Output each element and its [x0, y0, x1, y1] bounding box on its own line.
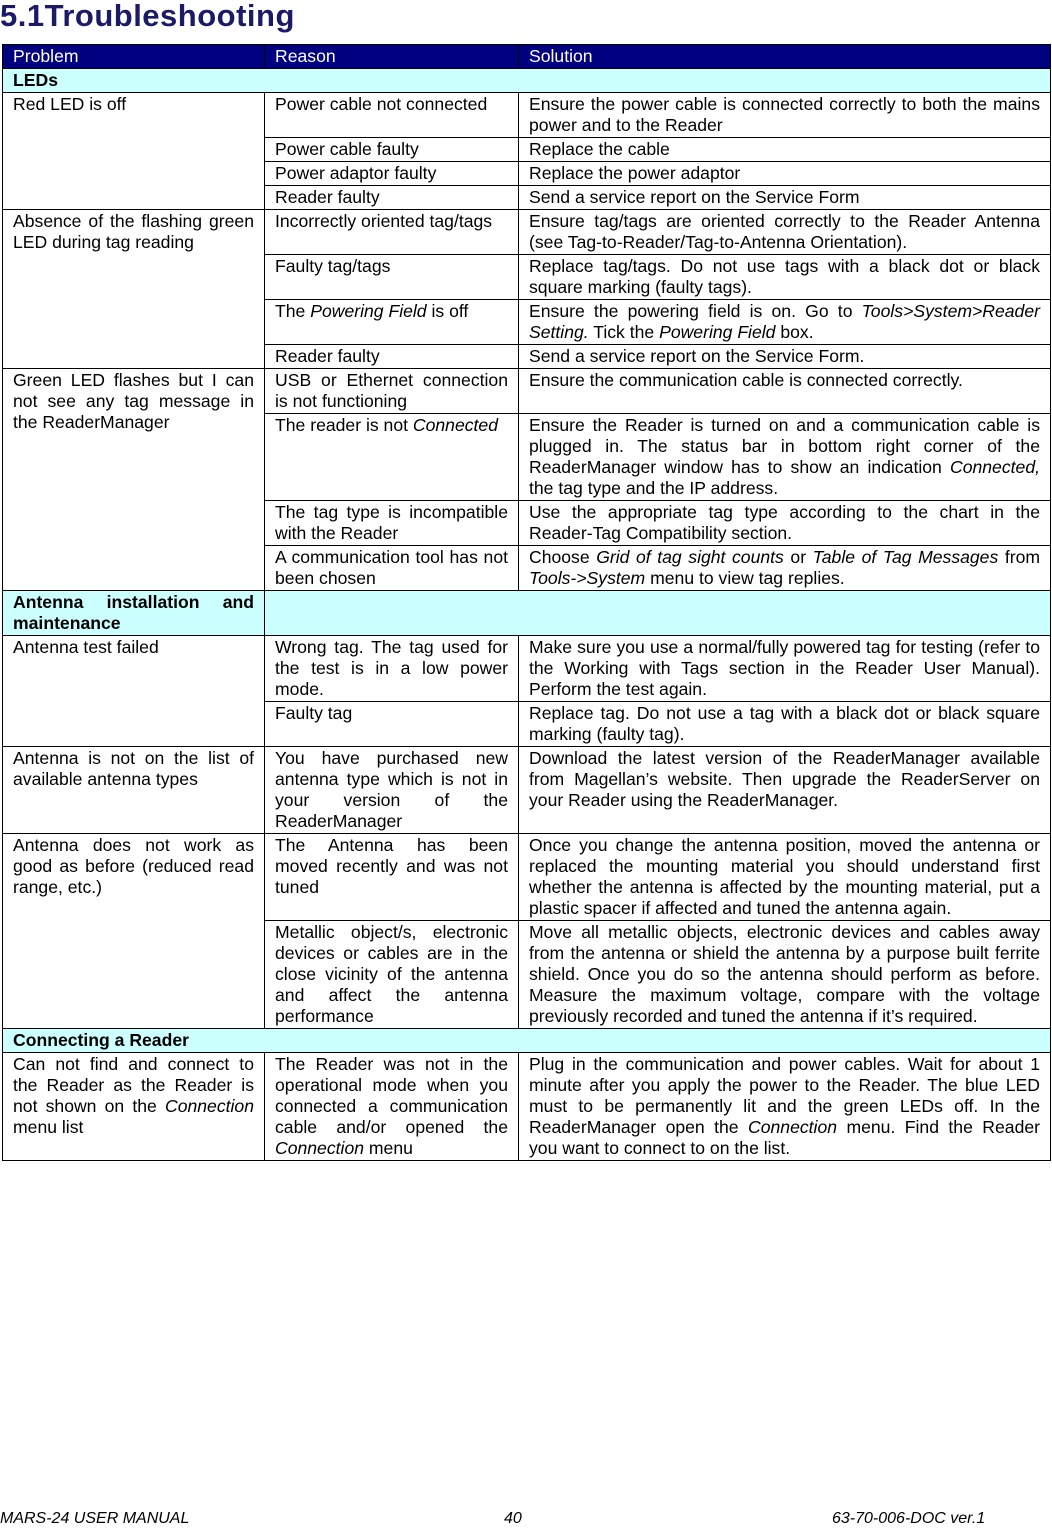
- problem-cell: Antenna is not on the list of available antenna types: [3, 747, 265, 834]
- solution-cell: Send a service report on the Service Form: [519, 186, 1051, 210]
- reason-cell: [265, 1053, 519, 1161]
- reason-cell: Reader faulty: [265, 345, 519, 369]
- text-span: The reader is not: [275, 415, 413, 435]
- table-row: [3, 1053, 1051, 1161]
- menu-path: Tools->System: [529, 568, 646, 588]
- reason-cell: The Antenna has been moved recently and was not tuned: [265, 834, 519, 921]
- reason-cell: Wrong tag. The tag used for the test is in a low power mode.: [265, 636, 519, 702]
- menu-path: Tools>System>Reader Setting.: [529, 301, 1040, 342]
- table-row: [3, 747, 1051, 834]
- footer-doc-version: 63-70-006-DOC ver.1: [832, 1510, 986, 1527]
- solution-cell: Send a service report on the Service Form.: [519, 345, 1051, 369]
- text-span: Ensure the Reader is turned on and a communication cable is plugged in. The status bar in bottom right corner of the ReaderManager window has to show an indication: [529, 415, 1040, 477]
- text-span: the tag type and the IP address.: [529, 478, 779, 498]
- solution-cell: Ensure the communication cable is connected correctly.: [519, 369, 1051, 414]
- text-span: or: [783, 547, 813, 567]
- text-span: Plug in the communication and power cables. Wait for about 1 minute after you apply the power to the Reader. The blue LED must to be permanently lit and the green LEDs off. In the ReaderManager open the: [529, 1054, 1040, 1137]
- text-span: Tick the: [588, 322, 660, 342]
- header-reason: Reason: [265, 45, 519, 69]
- italic-term: Connection: [275, 1138, 365, 1158]
- reason-cell: Incorrectly oriented tag/tags: [265, 210, 519, 255]
- solution-cell: Once you change the antenna position, moved the antenna or replaced the mounting material you should understand first whether the antenna is affected by the mounting material, put a plastic spacer if affected and tuned the antenna again.: [519, 834, 1051, 921]
- solution-cell: Make sure you use a normal/fully powered tag for testing (refer to the Working with Tags section in the Reader User Manual). Perform the test again.: [519, 636, 1051, 702]
- solution-cell: Replace the cable: [519, 138, 1051, 162]
- table-row: [3, 93, 1051, 138]
- problem-cell: Absence of the flashing green LED during tag reading: [3, 210, 265, 369]
- reason-cell: Faulty tag: [265, 702, 519, 747]
- section-label: Connecting a Reader: [3, 1029, 1051, 1053]
- text-span: is off: [426, 301, 469, 321]
- reason-cell: A communication tool has not been chosen: [265, 546, 519, 591]
- solution-cell: Download the latest version of the ReaderManager available from Magellan’s website. Then upgrade the ReaderServer on your Reader using the ReaderManager.: [519, 747, 1051, 834]
- text-span: Ensure the powering field is on. Go to: [529, 301, 862, 321]
- table-row: [3, 834, 1051, 921]
- reason-cell: Power adaptor faulty: [265, 162, 519, 186]
- reason-cell: The tag type is incompatible with the Reader: [265, 501, 519, 546]
- reason-cell: [265, 300, 519, 345]
- section-label: Antenna installation and maintenance: [3, 591, 265, 636]
- problem-cell: Antenna does not work as good as before (reduced read range, etc.): [3, 834, 265, 1029]
- solution-cell: [519, 1053, 1051, 1161]
- text-span: menu to view tag replies.: [645, 568, 845, 588]
- text-span: menu: [364, 1138, 413, 1158]
- header-solution: Solution: [519, 45, 1051, 69]
- section-fill: [265, 591, 1051, 636]
- reason-cell: Power cable faulty: [265, 138, 519, 162]
- italic-term: Powering Field: [659, 322, 776, 342]
- solution-cell: Move all metallic objects, electronic devices and cables away from the antenna or shield the antenna by a purpose built ferrite shield. Once you do so the antenna should perform as before. Measure the maximum voltage, compare with the voltage previously recorded and tuned the antenna if it’s required.: [519, 921, 1051, 1029]
- italic-term: Grid of tag sight counts: [596, 547, 784, 567]
- reason-cell: USB or Ethernet connection is not functioning: [265, 369, 519, 414]
- solution-cell: [519, 546, 1051, 591]
- solution-cell: Replace the power adaptor: [519, 162, 1051, 186]
- solution-cell: [519, 414, 1051, 501]
- solution-cell: Replace tag. Do not use a tag with a black dot or black square marking (faulty tag).: [519, 702, 1051, 747]
- table-row: [3, 636, 1051, 702]
- problem-cell: Red LED is off: [3, 93, 265, 210]
- table-row: [3, 369, 1051, 414]
- problem-cell: Antenna test failed: [3, 636, 265, 747]
- text-span: Choose: [529, 547, 597, 567]
- problem-cell: [3, 1053, 265, 1161]
- footer-page-number: 40: [504, 1510, 522, 1527]
- italic-term: Connection: [164, 1096, 254, 1116]
- header-problem: Problem: [3, 45, 265, 69]
- table-row: [3, 210, 1051, 255]
- italic-term: Connected,: [950, 457, 1040, 477]
- solution-cell: Ensure the power cable is connected correctly to both the mains power and to the Reader: [519, 93, 1051, 138]
- reason-cell: Reader faulty: [265, 186, 519, 210]
- reason-cell: Power cable not connected: [265, 93, 519, 138]
- italic-term: Powering Field: [310, 301, 427, 321]
- italic-term: Connection: [748, 1117, 838, 1137]
- text-span: The Reader was not in the operational mode when you connected a communication cable and/or opened the: [275, 1054, 508, 1137]
- text-span: menu. Find the Reader you want to connect to on the list.: [529, 1117, 1041, 1158]
- section-row-connecting: [3, 1029, 1051, 1053]
- solution-cell: Replace tag/tags. Do not use tags with a black dot or black square marking (faulty tags).: [519, 255, 1051, 300]
- text-span: menu list: [13, 1117, 84, 1137]
- reason-cell: [265, 414, 519, 501]
- reason-cell: Faulty tag/tags: [265, 255, 519, 300]
- reason-cell: Metallic object/s, electronic devices or cables are in the close vicinity of the antenna and affect the antenna performance: [265, 921, 519, 1029]
- table-header-row: [3, 45, 1051, 69]
- troubleshooting-table: [2, 44, 1051, 1161]
- italic-term: Table of Tag Messages: [812, 547, 999, 567]
- text-span: box.: [775, 322, 814, 342]
- footer-manual-title: MARS-24 USER MANUAL: [0, 1510, 190, 1527]
- solution-cell: [519, 300, 1051, 345]
- text-span: Can not find and connect to the Reader as the Reader is not shown on the: [13, 1054, 254, 1116]
- section-label: LEDs: [3, 69, 1051, 93]
- text-span: The: [275, 301, 311, 321]
- reason-cell: You have purchased new antenna type which is not in your version of the ReaderManager: [265, 747, 519, 834]
- solution-cell: Ensure tag/tags are oriented correctly to the Reader Antenna (see Tag-to-Reader/Tag-to-Antenna Orientation).: [519, 210, 1051, 255]
- problem-cell: Green LED flashes but I can not see any tag message in the ReaderManager: [3, 369, 265, 591]
- solution-cell: Use the appropriate tag type according to the chart in the Reader-Tag Compatibility section.: [519, 501, 1051, 546]
- text-span: from: [998, 547, 1041, 567]
- section-row-leds: [3, 69, 1051, 93]
- section-title: 5.1Troubleshooting: [0, 0, 295, 33]
- italic-term: Connected: [412, 415, 498, 435]
- section-row-antenna: [3, 591, 1051, 636]
